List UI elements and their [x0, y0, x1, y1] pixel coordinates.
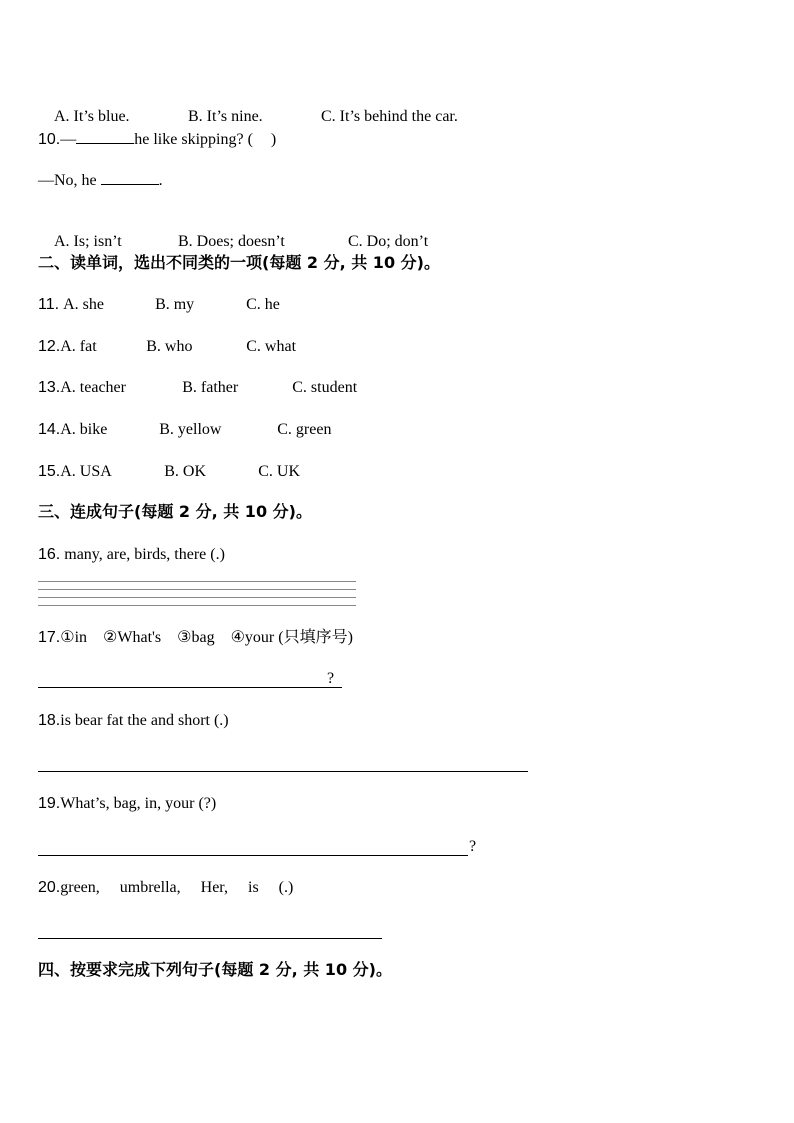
q10-dash: —: [60, 131, 77, 148]
q9-option-b: B. It’s nine.: [188, 108, 263, 125]
q14-option-a: A. bike: [60, 421, 108, 438]
q17-answer-line[interactable]: [38, 687, 341, 688]
section-2-heading: 二、读单词，选出不同类的一项(每题 2 分, 共 10 分)。: [38, 253, 440, 272]
q16-ruled-line: [38, 605, 356, 613]
q18-number: 18.: [38, 712, 61, 729]
q12-option-a: A. fat: [60, 338, 97, 355]
q9-option-c: C. It’s behind the car.: [321, 108, 458, 125]
q11-number: 11.: [38, 296, 60, 313]
q19-number: 19.: [38, 795, 61, 812]
q14-option-b: B. yellow: [159, 421, 222, 438]
q18-text: is bear fat the and short (.): [60, 712, 229, 729]
q16-writing-lines[interactable]: [38, 581, 356, 613]
q20-text: green, umbrella, Her, is (.): [60, 879, 294, 896]
q20: [38, 878, 293, 898]
q17-text: ①in ②What's ③bag ④your (只填序号): [60, 629, 353, 646]
q19-question-mark: ?: [469, 838, 477, 855]
q11-option-b: B. my: [155, 296, 195, 313]
q10-answer-end: .: [158, 172, 163, 189]
q14-number: 14.: [38, 421, 61, 438]
q18-answer-line[interactable]: [38, 771, 528, 772]
q13-number: 13.: [38, 379, 61, 396]
q19-text: What’s, bag, in, your (?): [60, 795, 217, 812]
q15: [38, 462, 300, 482]
section-3-heading: 三、连成句子(每题 2 分, 共 10 分)。: [38, 502, 312, 521]
q17-answer-line-tail: [321, 687, 342, 688]
q17: [38, 628, 353, 648]
q9-option-a: A. It’s blue.: [54, 108, 130, 125]
q15-option-a: A. USA: [60, 463, 112, 480]
q16-ruled-line: [38, 581, 356, 589]
q11-option-c: C. he: [246, 296, 280, 313]
q10-option-c: C. Do; don’t: [348, 233, 429, 250]
q10-paren-close: ): [270, 131, 277, 148]
q10-answer-prefix: —No, he: [38, 172, 97, 189]
q19: [38, 794, 216, 814]
q20-answer-line[interactable]: [38, 938, 382, 939]
q10-stem-text: he like skipping? (: [134, 131, 253, 148]
q10-stem: [38, 129, 276, 150]
q10-number: 10.: [38, 131, 61, 148]
q14: [38, 420, 331, 440]
q16-text: many, are, birds, there (.): [60, 546, 225, 563]
q16-number: 16.: [38, 546, 61, 563]
q12-option-c: C. what: [246, 338, 297, 355]
q19-answer-line[interactable]: [38, 855, 468, 856]
q10-blank-2[interactable]: [101, 170, 159, 185]
section-4-heading: 四、按要求完成下列句子(每题 2 分, 共 10 分)。: [38, 960, 392, 979]
q11-option-a: A. she: [63, 296, 104, 313]
q15-option-c: C. UK: [258, 463, 301, 480]
q15-option-b: B. OK: [164, 463, 207, 480]
q12-number: 12.: [38, 338, 61, 355]
q10-answer: [38, 170, 163, 191]
q16-ruled-line: [38, 597, 356, 605]
q12: [38, 337, 296, 357]
q12-option-b: B. who: [146, 338, 193, 355]
q13: [38, 378, 357, 398]
q13-option-b: B. father: [182, 379, 239, 396]
q14-option-c: C. green: [277, 421, 332, 438]
q16-ruled-line: [38, 589, 356, 597]
q10-option-b: B. Does; doesn’t: [178, 233, 285, 250]
q17-number: 17.: [38, 629, 61, 646]
q17-question-mark: ?: [327, 670, 335, 687]
q10-blank-1[interactable]: [76, 129, 134, 144]
q15-number: 15.: [38, 463, 61, 480]
q13-option-c: C. student: [292, 379, 358, 396]
q20-number: 20.: [38, 879, 61, 896]
q18: [38, 711, 229, 731]
q16: [38, 545, 225, 565]
q10-option-a: A. Is; isn’t: [54, 233, 122, 250]
q11: [38, 295, 280, 315]
q13-option-a: A. teacher: [60, 379, 126, 396]
